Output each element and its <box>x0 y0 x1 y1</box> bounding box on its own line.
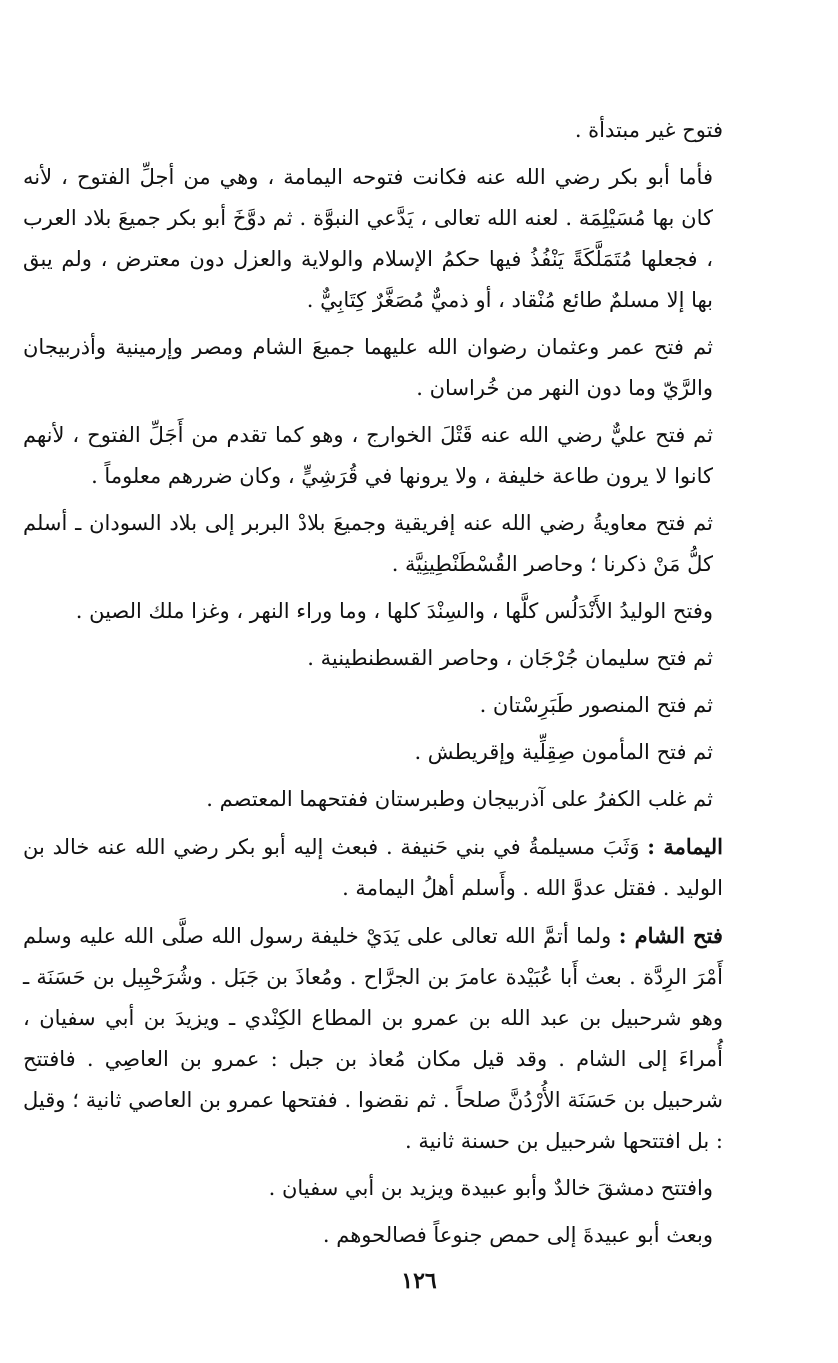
section-heading-yamama: اليمامة : <box>647 834 723 859</box>
paragraph <box>23 638 723 679</box>
paragraph <box>23 591 723 632</box>
paragraph-text: ثم فتح المنصور طَبَرِسْتان . <box>479 693 713 717</box>
paragraph-text: ولما أتمَّ الله تعالى على يَدَيْ خليفة رسول الله صلَّى الله عليه وسلم أَمْرَ الرِدَّة . بعث أَبا عُبَيْدة عامرَ بن الجرَّاح . ومُعاذَ بن جَبَل . وشُرَحْبِيل بن حَسَنَة ـ وهو شرحبيل بن عبد الله بن عمرو بن المطاع الكِنْدي ـ ويزيدَ بن أبي سفيان ، أُمراءَ إلى الشام . وقد قيل مكان مُعاذ بن جبل : عمرو بن العاصِي . فافتتح شرحبيل بن حَسَنَة الأُرْدُنَّ صلحاً . ثم نقضوا . ففتحها عمرو بن العاصي ثانية ؛ وقيل : بل افتتحها شرحبيل بن حسنة ثانية . <box>23 924 723 1153</box>
paragraph <box>23 503 723 585</box>
paragraph <box>23 110 723 151</box>
paragraph <box>23 732 723 773</box>
paragraph-text: ثم فتح عليٌّ رضي الله عنه قَتْلَ الخوارج ، وهو كما تقدم من أَجَلِّ الفتوح ، لأنهم كانوا لا يرون طاعة خليفة ، ولا يرونها في قُرَشِيٍّ ، وكان ضررهم معلوماً . <box>23 423 713 488</box>
section-heading-sham: فتح الشام : <box>618 923 723 948</box>
paragraph-text: ثم فتح عمر وعثمان رضوان الله عليهما جميعَ الشام ومصر وإرمينية وأذربيجان والرَّيّ وما دون النهر من خُراسان . <box>23 335 713 400</box>
paragraph <box>23 685 723 726</box>
paragraph <box>23 157 723 321</box>
paragraph <box>23 779 723 820</box>
paragraph-text: وبعث أبو عبيدةَ إلى حمص جنوعاً فصالحوهم . <box>322 1223 713 1247</box>
paragraph <box>23 415 723 497</box>
paragraph-sham <box>23 915 723 1162</box>
page-number: ١٢٦ <box>401 1268 437 1294</box>
paragraph-yamama <box>23 826 723 909</box>
paragraph-text: وَثَبَ مسيلمةُ في بني حَنيفة . فبعث إليه أبو بكر رضي الله عنه خالد بن الوليد . فقتل عدوَّ الله . وأَسلم أهلُ اليمامة . <box>23 835 723 900</box>
paragraph-text: ثم غلب الكفرُ على آذربيجان وطبرستان ففتحهما المعتصم . <box>206 787 713 811</box>
paragraph-text: فتوح غير مبتدأة . <box>574 118 723 142</box>
paragraph <box>23 1168 723 1209</box>
body-text <box>23 110 723 1262</box>
paragraph-text: وافتتح دمشقَ خالدٌ وأبو عبيدة ويزيد بن أبي سفيان . <box>268 1176 713 1200</box>
paragraph <box>23 327 723 409</box>
paragraph-text: ثم فتح سليمان جُرْجَان ، وحاصر القسطنطينية . <box>307 646 713 670</box>
paragraph-text: وفتح الوليدُ الأَنْدَلُس كلَّها ، والسِنْدَ كلها ، وما وراء النهر ، وغزا ملك الصين . <box>75 599 713 623</box>
paragraph-text: ثم فتح معاويةُ رضي الله عنه إفريقية وجميعَ بلادْ البربر إلى بلاد السودان ـ أسلم كلُّ مَنْ ذكرنا ؛ وحاصر القُسْطَنْطِينِيَّة . <box>23 511 713 576</box>
paragraph-text: فأما أبو بكر رضي الله عنه فكانت فتوحه اليمامة ، وهي من أجلِّ الفتوح ، لأنه كان بها مُسَيْلِمَة . لعنه الله تعالى ، يَدَّعي النبوَّة . ثم دوَّخَ أبو بكر جميعَ بلاد العرب ، فجعلها مُتَمَلَّكَةً يَنْفُذُ فيها حكمُ الإسلام والولاية والعزل دون معترض ، ولم يبق بها إلا مسلمٌ طائع مُنْقاد ، أو ذميٌّ مُصَغَّرٌ كِتَابِيٌّ . <box>23 165 713 312</box>
paragraph-text: ثم فتح المأمون صِقِلِّية وإقريطش . <box>414 740 713 764</box>
paragraph <box>23 1215 723 1256</box>
